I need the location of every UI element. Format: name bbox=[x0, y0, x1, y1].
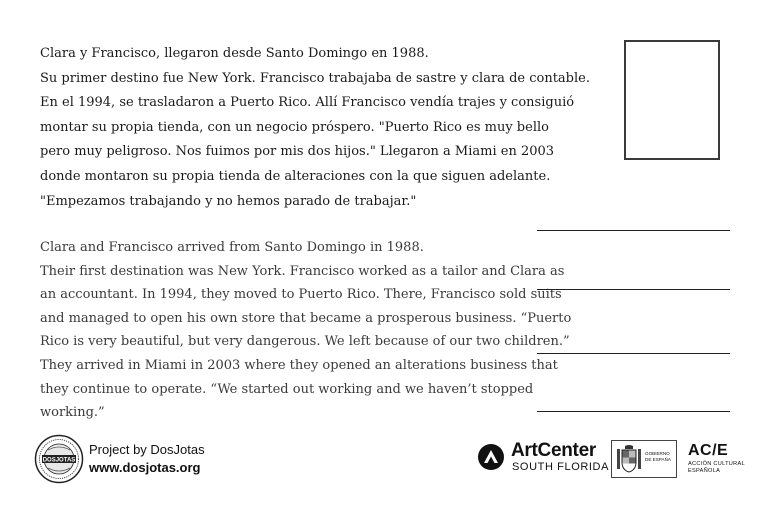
address-line bbox=[537, 411, 730, 412]
gobierno-line: DE ESPAÑA bbox=[645, 457, 671, 462]
project-label: Project by DosJotas bbox=[89, 442, 205, 457]
spanish-line: "Empezamos trabajando y no hemos parado de trabajar." bbox=[40, 193, 417, 209]
address-line bbox=[537, 289, 730, 290]
english-line: an accountant. In 1994, they moved to Puerto Rico. There, Francisco sold suits bbox=[40, 287, 562, 303]
website-link[interactable]: www.dosjotas.org bbox=[89, 460, 201, 475]
english-line: and managed to open his own store that became a prosperous business. “Puerto bbox=[40, 310, 572, 326]
english-line: They arrived in Miami in 2003 where they opened an alterations business that bbox=[40, 357, 558, 373]
spanish-line: Clara y Francisco, llegaron desde Santo Domingo en 1988. bbox=[40, 46, 429, 61]
gobierno-logo bbox=[611, 440, 677, 478]
english-paragraph bbox=[40, 236, 572, 425]
artcenter-name: ArtCenter bbox=[511, 440, 596, 461]
artcenter-logo-icon bbox=[478, 444, 504, 470]
english-line: Rico is very beautiful, but very dangerous. We left because of our two children.” bbox=[40, 334, 570, 350]
dosjotas-credit bbox=[34, 434, 214, 484]
artcenter-subtitle: SOUTH FLORIDA bbox=[512, 461, 610, 473]
english-line: Their first destination was New York. Francisco worked as a tailor and Clara as bbox=[40, 263, 565, 279]
english-line: Clara and Francisco arrived from Santo Domingo in 1988. bbox=[40, 240, 424, 255]
english-line: working.” bbox=[40, 405, 105, 421]
spanish-line: En el 1994, se trasladaron a Puerto Rico. Allí Francisco vendía trajes y consiguió bbox=[40, 95, 575, 111]
spanish-line: Su primer destino fue New York. Francisco trabajaba de sastre y clara de contable. bbox=[40, 70, 590, 86]
dosjotas-seal-icon bbox=[34, 434, 84, 484]
gobierno-text bbox=[645, 451, 671, 463]
spanish-line: pero muy peligroso. Nos fuimos por mis dos hijos." Llegaron a Miami en 2003 bbox=[40, 144, 555, 160]
ace-sub-line: ESPAÑOLA bbox=[688, 468, 721, 474]
spanish-paragraph bbox=[40, 42, 590, 214]
ace-subtitle bbox=[688, 461, 745, 475]
ace-title: AC/E bbox=[688, 442, 729, 459]
english-line: they continue to operate. “We started out working and we haven’t stopped bbox=[40, 381, 534, 397]
gobierno-line: GOBIERNO bbox=[645, 451, 670, 456]
seal-text: DOSJOTAS bbox=[42, 457, 76, 464]
spanish-line: donde montaron su propia tienda de alteraciones con la que siguen adelante. bbox=[40, 168, 551, 184]
spain-coat-of-arms-icon bbox=[616, 444, 642, 474]
spanish-line: montar su propia tienda, con un negocio próspero. "Puerto Rico es muy bello bbox=[40, 119, 549, 135]
address-line bbox=[537, 230, 730, 231]
stamp-box bbox=[624, 40, 720, 160]
address-line bbox=[537, 353, 730, 354]
ace-sub-line: ACCIÓN CULTURAL bbox=[688, 461, 745, 467]
